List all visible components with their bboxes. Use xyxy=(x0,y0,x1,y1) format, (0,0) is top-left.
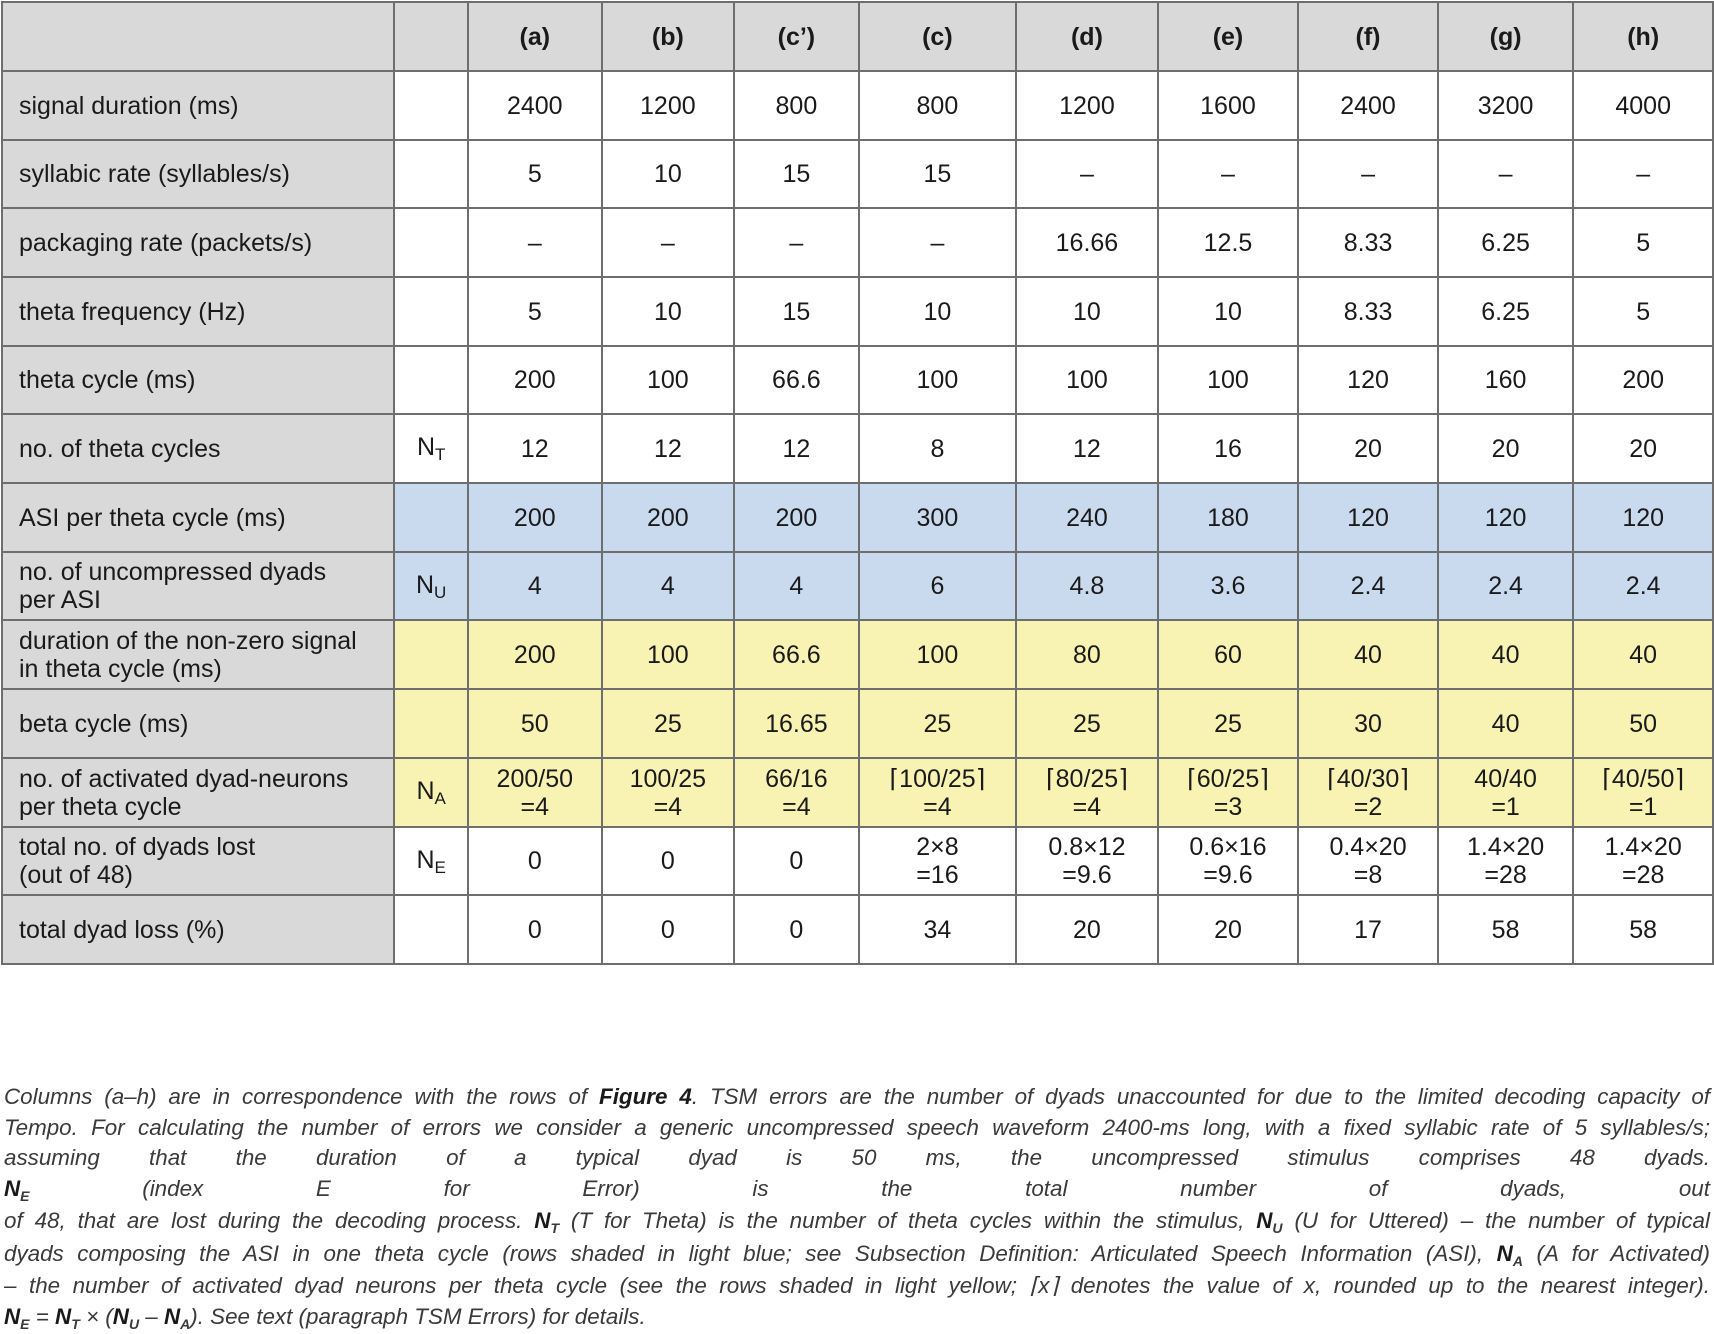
row-label: theta frequency (Hz) xyxy=(2,277,394,346)
table-cell: 40 xyxy=(1438,689,1574,758)
table-cell: 2.4 xyxy=(1573,552,1713,620)
table-cell xyxy=(1438,827,1574,895)
table-row xyxy=(2,827,1713,895)
cell-line: =4 xyxy=(860,793,1016,821)
row-label xyxy=(2,827,394,895)
table-cell: 200 xyxy=(468,483,602,552)
cell-line: =16 xyxy=(860,861,1016,889)
cell-line: 0 xyxy=(603,847,734,875)
row-label: theta cycle (ms) xyxy=(2,346,394,414)
table-cell: 66.6 xyxy=(734,346,859,414)
table-row xyxy=(2,758,1713,827)
row-symbol xyxy=(394,346,468,414)
table-cell: 16.66 xyxy=(1016,208,1158,277)
table-cell: 12 xyxy=(1016,414,1158,483)
symbol-letter: N xyxy=(416,846,434,874)
table-row xyxy=(2,346,1713,414)
table-row xyxy=(2,208,1713,277)
table-cell: 100 xyxy=(859,620,1017,689)
table-cell: 60 xyxy=(1158,620,1299,689)
table-cell: 240 xyxy=(1016,483,1158,552)
row-label: total dyad loss (%) xyxy=(2,895,394,964)
row-label: no. of theta cycles xyxy=(2,414,394,483)
table-cell: 50 xyxy=(1573,689,1713,758)
symbol-subscript: U xyxy=(434,583,446,602)
table-cell: 40 xyxy=(1573,620,1713,689)
row-label xyxy=(2,620,394,689)
table-cell: 10 xyxy=(602,140,735,208)
cell-line: 0.4×20 xyxy=(1299,833,1437,861)
table-cell: 34 xyxy=(859,895,1017,964)
caption-line: Tempo. For calculating the number of errors we consider a generic uncompressed speech waveform 2400-ms long, with a fixed syllabic rate of 5 syllables/s; xyxy=(4,1113,1710,1144)
table-cell: 1600 xyxy=(1158,71,1299,140)
row-symbol xyxy=(394,552,468,620)
row-label-line: per theta cycle xyxy=(19,793,393,821)
table-cell: 8.33 xyxy=(1298,208,1438,277)
table-cell xyxy=(734,827,859,895)
cell-line: =1 xyxy=(1574,793,1712,821)
table-cell xyxy=(1438,758,1574,827)
table-cell: 15 xyxy=(734,140,859,208)
table-cell: 120 xyxy=(1573,483,1713,552)
column-header: (e) xyxy=(1158,2,1299,71)
table-cell: 40 xyxy=(1438,620,1574,689)
table-cell: 0 xyxy=(734,895,859,964)
table-cell: 200 xyxy=(468,620,602,689)
table-cell xyxy=(468,758,602,827)
table-cell: 10 xyxy=(602,277,735,346)
table-cell: 20 xyxy=(1158,895,1299,964)
row-symbol xyxy=(394,689,468,758)
table-cell: 6.25 xyxy=(1438,208,1574,277)
table-cell: 4000 xyxy=(1573,71,1713,140)
table-cell: 20 xyxy=(1298,414,1438,483)
symbol-subscript: T xyxy=(435,445,445,464)
caption-line: assuming that the duration of a typical dyad is 50 ms, the uncompressed stimulus comprises 48 dyads. xyxy=(4,1143,1710,1174)
caption-line: $N_E$ (index E for Error) is the total number of dyads, out xyxy=(4,1174,1710,1207)
table-cell: – xyxy=(1438,140,1574,208)
cell-line: 1.4×20 xyxy=(1439,833,1573,861)
table-cell: 5 xyxy=(1573,208,1713,277)
table-cell: 58 xyxy=(1438,895,1574,964)
table-cell xyxy=(1298,827,1438,895)
table-cell xyxy=(1573,758,1713,827)
table-cell: 10 xyxy=(859,277,1017,346)
row-symbol xyxy=(394,71,468,140)
table-cell xyxy=(859,758,1017,827)
table-row xyxy=(2,620,1713,689)
table-cell: 100 xyxy=(1016,346,1158,414)
column-header: (h) xyxy=(1573,2,1713,71)
cell-line: =4 xyxy=(1017,793,1157,821)
table-cell: 25 xyxy=(602,689,735,758)
table-row xyxy=(2,414,1713,483)
table-cell: 8.33 xyxy=(1298,277,1438,346)
row-label-line: no. of activated dyad-neurons xyxy=(19,765,393,793)
table-cell: 20 xyxy=(1016,895,1158,964)
table-cell: 58 xyxy=(1573,895,1713,964)
table-cell: 40 xyxy=(1298,620,1438,689)
row-symbol xyxy=(394,140,468,208)
table-cell: 17 xyxy=(1298,895,1438,964)
column-header: (c) xyxy=(859,2,1017,71)
table-cell: 12 xyxy=(734,414,859,483)
row-label xyxy=(2,758,394,827)
row-label-line: in theta cycle (ms) xyxy=(19,655,393,683)
caption-line: – the number of activated dyad neurons per theta cycle (see the rows shaded in light yellow; ⌈x⌉ denotes the value of x, rounded up to the nearest integer). xyxy=(4,1271,1710,1302)
table-cell xyxy=(1573,827,1713,895)
cell-line: 0 xyxy=(469,847,601,875)
table-cell: 160 xyxy=(1438,346,1574,414)
table-cell: 12 xyxy=(468,414,602,483)
table-cell: 12 xyxy=(602,414,735,483)
cell-line: 1.4×20 xyxy=(1574,833,1712,861)
table-cell: 50 xyxy=(468,689,602,758)
table-cell: 10 xyxy=(1158,277,1299,346)
table-cell: 2.4 xyxy=(1298,552,1438,620)
row-symbol xyxy=(394,895,468,964)
row-label-line: per ASI xyxy=(19,586,393,614)
row-symbol xyxy=(394,414,468,483)
column-header: (d) xyxy=(1016,2,1158,71)
table-cell xyxy=(468,827,602,895)
row-label-line: no. of uncompressed dyads xyxy=(19,558,393,586)
table-cell: 100 xyxy=(1158,346,1299,414)
symbol-subscript: E xyxy=(435,858,446,877)
table-cell: 5 xyxy=(468,140,602,208)
table-row xyxy=(2,140,1713,208)
cell-line: =8 xyxy=(1299,861,1437,889)
table-cell: 300 xyxy=(859,483,1017,552)
table-cell: – xyxy=(734,208,859,277)
table-cell: 4 xyxy=(602,552,735,620)
table-cell: 16.65 xyxy=(734,689,859,758)
table-cell: 6.25 xyxy=(1438,277,1574,346)
symbol-letter: N xyxy=(416,571,434,599)
cell-line: 0.8×12 xyxy=(1017,833,1157,861)
table-cell xyxy=(1158,758,1299,827)
row-label xyxy=(2,552,394,620)
table-cell: 2400 xyxy=(1298,71,1438,140)
cell-line: =28 xyxy=(1439,861,1573,889)
table-cell: – xyxy=(1158,140,1299,208)
row-label: syllabic rate (syllables/s) xyxy=(2,140,394,208)
table-cell: 66.6 xyxy=(734,620,859,689)
table-cell: 4 xyxy=(734,552,859,620)
table-row xyxy=(2,895,1713,964)
row-label: packaging rate (packets/s) xyxy=(2,208,394,277)
table-cell: – xyxy=(602,208,735,277)
table-cell: 20 xyxy=(1438,414,1574,483)
symbol-letter: N xyxy=(416,777,434,805)
table-cell: 200 xyxy=(1573,346,1713,414)
table-cell: 16 xyxy=(1158,414,1299,483)
table-cell: 100 xyxy=(602,346,735,414)
table-cell: 8 xyxy=(859,414,1017,483)
header-symbol-cell xyxy=(394,2,468,71)
table-cell: 4.8 xyxy=(1016,552,1158,620)
cell-line: 0 xyxy=(735,847,858,875)
column-header: (g) xyxy=(1438,2,1574,71)
table-cell: 800 xyxy=(734,71,859,140)
row-symbol xyxy=(394,483,468,552)
table-row xyxy=(2,552,1713,620)
table-cell: 2.4 xyxy=(1438,552,1574,620)
table-cell: 800 xyxy=(859,71,1017,140)
cell-line: =4 xyxy=(735,793,858,821)
caption-line: of 48, that are lost during the decoding process. $N_T$ (T for Theta) is the number of theta cycles within the stimulus, $N_U$ (U for Uttered) – the number of typical xyxy=(4,1206,1710,1239)
table-row xyxy=(2,277,1713,346)
table-cell: 25 xyxy=(1158,689,1299,758)
row-symbol xyxy=(394,758,468,827)
table-cell xyxy=(1016,758,1158,827)
header-corner xyxy=(2,2,394,71)
table-cell: 15 xyxy=(859,140,1017,208)
table-cell xyxy=(1298,758,1438,827)
cell-line: 0.6×16 xyxy=(1159,833,1298,861)
table-cell: 1200 xyxy=(602,71,735,140)
table-cell: 200 xyxy=(602,483,735,552)
caption-line: dyads composing the ASI in one theta cycle (rows shaded in light blue; see Subsection Definition: Articulated Speech Information (ASI), $N_A$ (A for Activated) xyxy=(4,1239,1710,1272)
table-cell: 4 xyxy=(468,552,602,620)
table-cell: 25 xyxy=(859,689,1017,758)
table-cell: – xyxy=(468,208,602,277)
table-row xyxy=(2,483,1713,552)
table-cell: 20 xyxy=(1573,414,1713,483)
table-cell: 100 xyxy=(859,346,1017,414)
cell-line: =4 xyxy=(469,793,601,821)
table-cell: 120 xyxy=(1298,346,1438,414)
table-cell: – xyxy=(859,208,1017,277)
table-cell: 2400 xyxy=(468,71,602,140)
symbol-letter: N xyxy=(417,433,435,461)
table-cell: 3.6 xyxy=(1158,552,1299,620)
cell-line: =9.6 xyxy=(1159,861,1298,889)
table-cell: 5 xyxy=(468,277,602,346)
table-cell: 3200 xyxy=(1438,71,1574,140)
cell-line: 66/16 xyxy=(735,765,858,793)
table-cell xyxy=(859,827,1017,895)
cell-line: ⌈40/50⌉ xyxy=(1574,765,1712,793)
table-cell: 80 xyxy=(1016,620,1158,689)
row-label: ASI per theta cycle (ms) xyxy=(2,483,394,552)
table-cell: – xyxy=(1573,140,1713,208)
table-row xyxy=(2,71,1713,140)
cell-line: 40/40 xyxy=(1439,765,1573,793)
cell-line: =3 xyxy=(1159,793,1298,821)
header-row xyxy=(2,2,1713,71)
table-cell: 30 xyxy=(1298,689,1438,758)
cell-line: =2 xyxy=(1299,793,1437,821)
table-cell: 15 xyxy=(734,277,859,346)
table-cell: 0 xyxy=(602,895,735,964)
caption-line: $N_E = N_T \times (N_U - N_A)$. See text (paragraph TSM Errors) for details. xyxy=(4,1302,1710,1334)
table-cell: 12.5 xyxy=(1158,208,1299,277)
cell-line: =28 xyxy=(1574,861,1712,889)
table-cell: – xyxy=(1298,140,1438,208)
row-symbol xyxy=(394,277,468,346)
table-caption xyxy=(4,1082,1710,1334)
column-header: (f) xyxy=(1298,2,1438,71)
table-cell: 180 xyxy=(1158,483,1299,552)
table-cell: 6 xyxy=(859,552,1017,620)
data-table xyxy=(1,1,1714,965)
row-label: beta cycle (ms) xyxy=(2,689,394,758)
row-label-line: duration of the non-zero signal xyxy=(19,627,393,655)
cell-line: 100/25 xyxy=(603,765,734,793)
cell-line: =1 xyxy=(1439,793,1573,821)
cell-line: ⌈60/25⌉ xyxy=(1159,765,1298,793)
row-label: signal duration (ms) xyxy=(2,71,394,140)
cell-line: =9.6 xyxy=(1017,861,1157,889)
cell-line: ⌈100/25⌉ xyxy=(860,765,1016,793)
table-cell: 10 xyxy=(1016,277,1158,346)
cell-line: =4 xyxy=(603,793,734,821)
symbol-subscript: A xyxy=(435,789,446,808)
caption-line: Columns (a–h) are in correspondence with the rows of Figure 4. TSM errors are the number of dyads unaccounted for due to the limited decoding capacity of xyxy=(4,1082,1710,1113)
cell-line: 200/50 xyxy=(469,765,601,793)
cell-line: 2×8 xyxy=(860,833,1016,861)
column-header: (a) xyxy=(468,2,602,71)
row-label-line: (out of 48) xyxy=(19,861,393,889)
column-header: (b) xyxy=(602,2,735,71)
table-cell: 1200 xyxy=(1016,71,1158,140)
table-cell xyxy=(734,758,859,827)
cell-line: ⌈40/30⌉ xyxy=(1299,765,1437,793)
table-cell xyxy=(602,827,735,895)
row-symbol xyxy=(394,620,468,689)
row-symbol xyxy=(394,208,468,277)
table-cell: 200 xyxy=(468,346,602,414)
table-cell xyxy=(1158,827,1299,895)
row-label-line: total no. of dyads lost xyxy=(19,833,393,861)
table-cell: 5 xyxy=(1573,277,1713,346)
table-cell: 200 xyxy=(734,483,859,552)
table-cell: 25 xyxy=(1016,689,1158,758)
table-cell: 120 xyxy=(1298,483,1438,552)
column-header: (c’) xyxy=(734,2,859,71)
table-cell xyxy=(602,758,735,827)
row-symbol xyxy=(394,827,468,895)
table-cell: 0 xyxy=(468,895,602,964)
table-cell: – xyxy=(1016,140,1158,208)
table-cell xyxy=(1016,827,1158,895)
cell-line: ⌈80/25⌉ xyxy=(1017,765,1157,793)
table-cell: 100 xyxy=(602,620,735,689)
table-row xyxy=(2,689,1713,758)
table-cell: 120 xyxy=(1438,483,1574,552)
